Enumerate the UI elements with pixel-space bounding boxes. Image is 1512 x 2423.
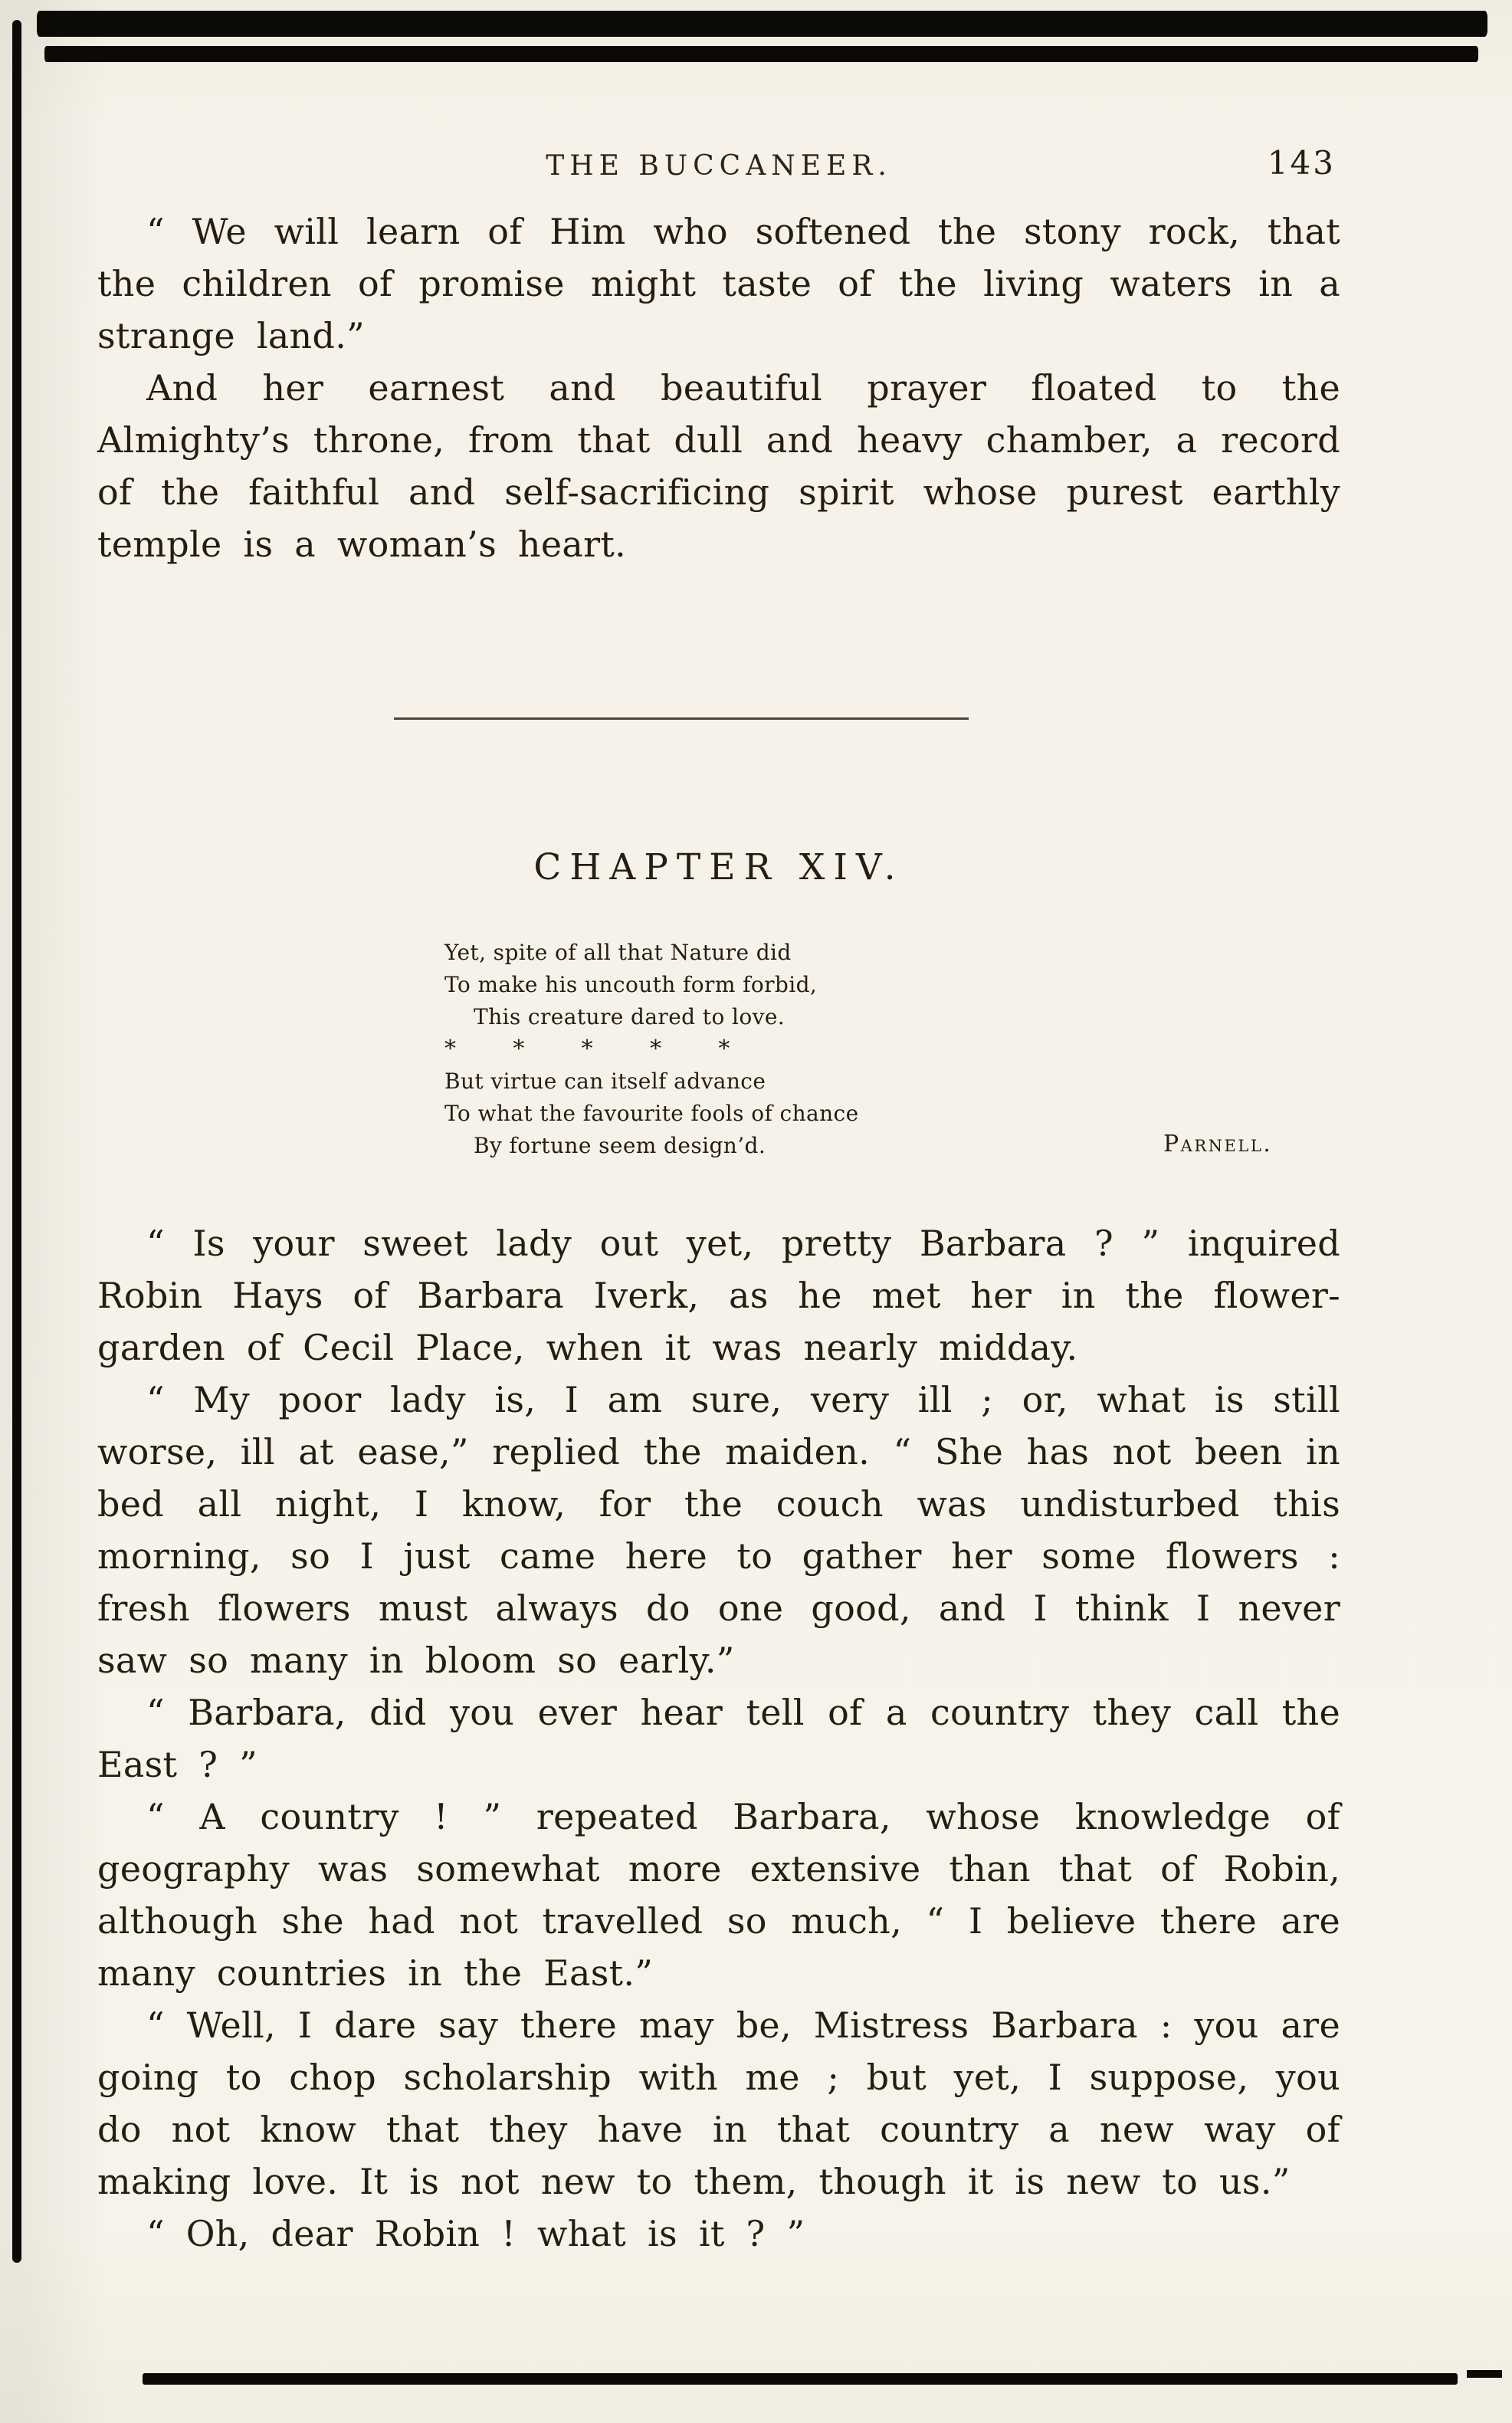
- epigraph-line: To what the favourite fools of chance: [444, 1101, 859, 1126]
- scan-top-rule-thin: [44, 46, 1478, 62]
- scan-left-margin-line: [12, 20, 21, 2263]
- paragraph: And her earnest and beautiful prayer floated to the Almighty’s throne, from that dull and heavy chamber, a record of the faithful and self-sacrificing spirit whose purest earthly temple is a woman’s heart.: [97, 367, 1340, 565]
- chapter-divider-rule: [394, 717, 969, 720]
- epigraph-asterisk-row: * * * * *: [444, 1036, 730, 1062]
- chapter-body-text: [97, 1217, 1340, 2260]
- scan-bottom-rule-dash: [1467, 2370, 1502, 2378]
- page-number: 143: [1267, 144, 1336, 182]
- paragraph: “ A country ! ” repeated Barbara, whose knowledge of geography was somewhat more extensive than that of Robin, although she had not travelled so much, “ I believe there are many countries in the East.”: [97, 1796, 1340, 1994]
- epigraph-line: By fortune seem design’d.: [474, 1133, 766, 1158]
- epigraph-line: But virtue can itself advance: [444, 1069, 766, 1094]
- epigraph-line: To make his uncouth form forbid,: [444, 972, 818, 997]
- scan-top-rule-thick: [37, 11, 1487, 37]
- scan-bottom-rule: [143, 2373, 1458, 2385]
- paragraph: “ Barbara, did you ever hear tell of a country they call the East ? ”: [97, 1692, 1340, 1785]
- running-header: [97, 144, 1340, 199]
- epigraph-attribution: Parnell.: [1163, 1131, 1273, 1157]
- paragraph: “ Well, I dare say there may be, Mistress Barbara : you are going to chop scholarship with me ; but yet, I suppose, you do not know that they have in that country a new way of making love. It is not new to them, though it is new to us.”: [97, 2004, 1340, 2202]
- chapter-heading: CHAPTER XIV.: [533, 846, 904, 888]
- paragraph: “ Oh, dear Robin ! what is it ? ”: [146, 2213, 805, 2254]
- epigraph: [444, 937, 1349, 1162]
- preceding-chapter-text: [97, 205, 1340, 570]
- paragraph: “ We will learn of Him who softened the stony rock, that the children of promise might taste of the living waters in a strange land.”: [97, 211, 1340, 356]
- paragraph: “ My poor lady is, I am sure, very ill ; or, what is still worse, ill at ease,” replied the maiden. “ She has not been in bed all night, I know, for the couch was undisturbed this morning, so I just came here to gather her some flowers : fresh flowers must always do one good, and I think I never saw so many in bloom so early.”: [97, 1379, 1340, 1681]
- epigraph-line: Yet, spite of all that Nature did: [444, 940, 792, 965]
- epigraph-line: This creature dared to love.: [474, 1004, 786, 1029]
- epigraph-last-row: [444, 1130, 1349, 1162]
- paragraph: “ Is your sweet lady out yet, pretty Barbara ? ” inquired Robin Hays of Barbara Iverk, as he met her in the flower-garden of Cecil Place, when it was nearly midday.: [97, 1223, 1340, 1368]
- running-title: THE BUCCANEER.: [546, 150, 892, 182]
